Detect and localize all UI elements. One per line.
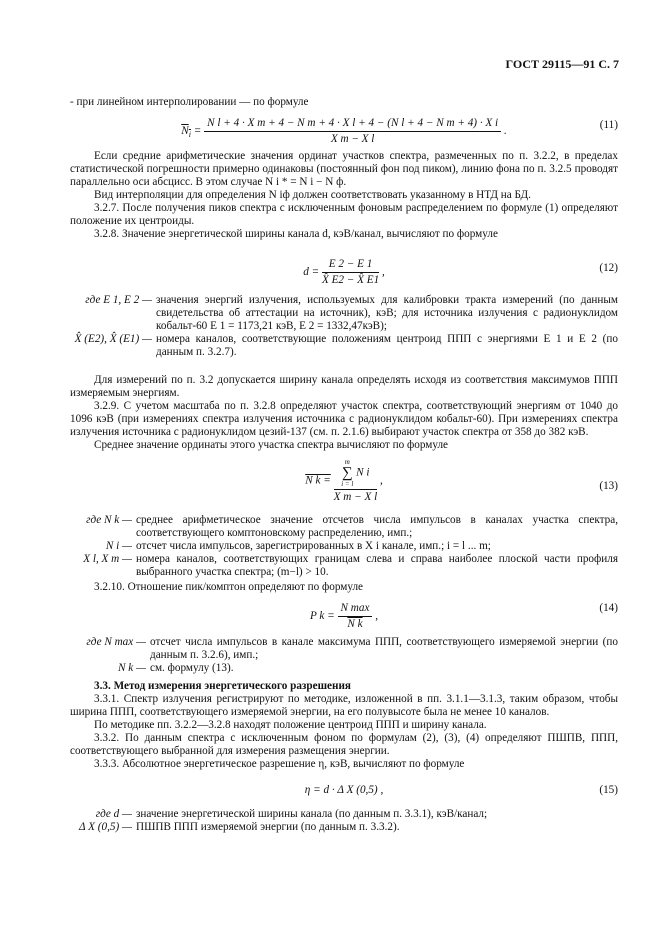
bg-constant-paragraph: Если средние арифметические значения ординат участков спектра, размеченных по п. 3.2.2, в пределах статистической погрешности примерно одинаковы (постоянный фон под пиком), линию фона по п. 3.2.5 проводят параллельно оси абсцисс. В этом случае N i * = N i − N ф.: [70, 150, 618, 188]
def12-label-2: X̂ (E2), X̂ (E1) —: [74, 333, 152, 345]
section-3-2-7: 3.2.7. После получения пиков спектра с исключенным фоновым распределением по формуле (1) определяют положение их центроиды.: [70, 202, 618, 227]
def13-label-2: N i —: [105, 540, 132, 552]
f11-number: (11): [599, 119, 618, 131]
f11-denominator: X m − X l: [330, 133, 375, 145]
section-3-3-3: 3.3.3. Абсолютное энергетическое разрешение η, кэВ, вычисляют по формуле: [94, 758, 465, 770]
f11-fraction: [204, 117, 501, 146]
f14-lhs: P k =: [309, 610, 335, 623]
def12-text-1: значения энергий излучения, используемых для калибровки тракта измерений (по данным свидетельства об аттестации на источник), кэВ; для источника излучения с радионуклидом кобальт-60 E 1 = 1173,21 кэВ, E 2 = 1332,47кэВ);: [156, 294, 618, 332]
f13-denominator: X m − X l: [333, 491, 378, 503]
f14-fraction: [338, 602, 373, 631]
formula-11: $N_i$ = N l + 4 · X m + 4 − N m + 4 · X l + 4 − (N l + 4 − N m + 4) · X i X m − X l . (11): [181, 117, 618, 145]
interp-intro: - при линейном интерполировании — по формуле: [70, 96, 309, 108]
def13-text-1: среднее арифметическое значение отсчетов числа импульсов в каналах участка спектра, соответствующего комптоновскому распределению, имп.;: [136, 514, 618, 539]
f13-sum-bottom: i = l: [341, 480, 354, 488]
def15-label-2: Δ X (0,5) —: [79, 821, 132, 833]
f11-numerator: N l + 4 · X m + 4 − N m + 4 · X l + 4 − (N l + 4 − N m + 4) · X i: [204, 117, 501, 132]
f12-denominator: X̂ E2 − X̂ E1: [321, 274, 380, 286]
def15-label-1: где d —: [95, 808, 132, 820]
f12-number: (12): [599, 262, 618, 274]
f13-sum-icon: ∑: [341, 465, 353, 481]
f13-sum-top: m: [344, 458, 350, 466]
f15-number: (15): [599, 784, 618, 796]
formula-15: [70, 780, 618, 806]
def15-text-1: значение энергетической ширины канала (по данным п. 3.3.1), кэВ/канал;: [136, 808, 488, 820]
f13-sum-term: N i: [356, 466, 370, 479]
interp-type-paragraph: Вид интерполяции для определения N iф должен соответствовать указанному в НТД на БД.: [94, 189, 531, 201]
f14-numerator: N max: [338, 602, 373, 617]
def12-label-1: где E 1, E 2 —: [85, 294, 152, 306]
def13-label-1: где N k —: [86, 514, 132, 526]
def14-text-2: см. формулу (13).: [150, 662, 234, 674]
f14-number: (14): [599, 602, 618, 614]
f13-numerator: [334, 458, 378, 490]
section-3-2-9: 3.2.9. С учетом масштаба по п. 3.2.8 определяют участок спектра, соответствующий энергиям от 1040 до 1096 кэВ (при измерениях спектра излучения источника с радионуклидом кобальт-60). При измерениях спектра излучения источника с радионуклидом цезий-137 (см. п. 2.1.6) выбирают участок спектра от 358 до 382 кэВ.: [70, 400, 618, 438]
page-header: ГОСТ 29115—91 С. 7: [505, 57, 619, 71]
section-3-3-2: 3.3.2. По данным спектра с исключенным фоном по формулам (2), (3), (4) определяют ПШПВ, ППП, соответствующего выбранной для измерения размещения энергии.: [70, 732, 618, 757]
f12-lhs: d =: [303, 266, 320, 279]
f15-expression: η = d · Δ X (0,5) ,: [304, 784, 384, 796]
section-3-3-heading: 3.3. Метод измерения энергетического разрешения: [94, 680, 351, 692]
formula-14: P k = $\frac{\text{N max}}{\text{N k}}$ , (14): [309, 602, 618, 630]
mean-paragraph: Среднее значение ординаты этого участка спектра вычисляют по формуле: [94, 439, 448, 451]
defs-12: [70, 294, 618, 359]
defs-15: [70, 808, 618, 834]
f11-lhs: $N_i$: [181, 125, 191, 140]
def13-text-2: отсчет числа импульсов, зарегистрированных в X i канале, имп.; i = l ... m;: [136, 540, 491, 552]
f14-denominator: N k: [347, 618, 363, 630]
def14-text-1: отсчет числа импульсов в канале максимума ППП, соответствующего измеряемой энергии (по данным п. 3.2.6), имп.;: [150, 636, 618, 661]
def14-label-2: N k —: [118, 662, 146, 674]
defs-14: [70, 636, 618, 675]
formula-13: N k = m ∑ i = l N i X m − X l , (13): [305, 458, 618, 503]
section-3-3-1b: По методике пп. 3.2.2—3.2.8 находят положение центроид ППП и ширину канала.: [94, 719, 487, 731]
def12-text-2: номера каналов, соответствующие положениям центроид ППП с энергиями E 1 и E 2 (по данным п. 3.2.7).: [156, 333, 618, 358]
def15-text-2: ПШПВ ППП измеряемой энергии (по данным п. 3.3.2).: [136, 821, 400, 833]
f13-number: (13): [599, 480, 618, 492]
section-3-2-10: 3.2.10. Отношение пик/комптон определяют по формуле: [94, 581, 364, 593]
f13-fraction: [334, 458, 378, 504]
def13-text-3: номера каналов, соответствующих границам слева и справа наиболее плоской части профиля выбранного участка спектра; (m−l) > 10.: [136, 553, 618, 578]
f12-numerator: E 2 − E 1: [322, 258, 379, 273]
section-3-2-8: 3.2.8. Значение энергетической ширины канала d, кэВ/канал, вычисляют по формуле: [94, 228, 498, 240]
def13-label-3: X l, X m —: [83, 553, 132, 565]
def14-label-1: где N max —: [86, 636, 146, 648]
formula-12: d = $\frac{E 2 - E 1}{X̂ E2 - X̂ E1}$ , (12): [303, 258, 618, 286]
defs-13: [70, 514, 618, 594]
f13-lhs: N k =: [305, 474, 331, 487]
channel-width-paragraph: Для измерений по п. 3.2 допускается ширину канала определять исходя из соответствия максимумов ППП измеряемым энергиям.: [70, 374, 618, 399]
section-3-3-1: 3.3.1. Спектр излучения регистрируют по методике, изложенной в пп. 3.1.1—3.1.3, таким образом, чтобы ширина ППП, соответствующего измеряемой энергии, на его полувысоте была не менее 10 каналов.: [70, 693, 618, 718]
f12-fraction: [322, 258, 379, 287]
